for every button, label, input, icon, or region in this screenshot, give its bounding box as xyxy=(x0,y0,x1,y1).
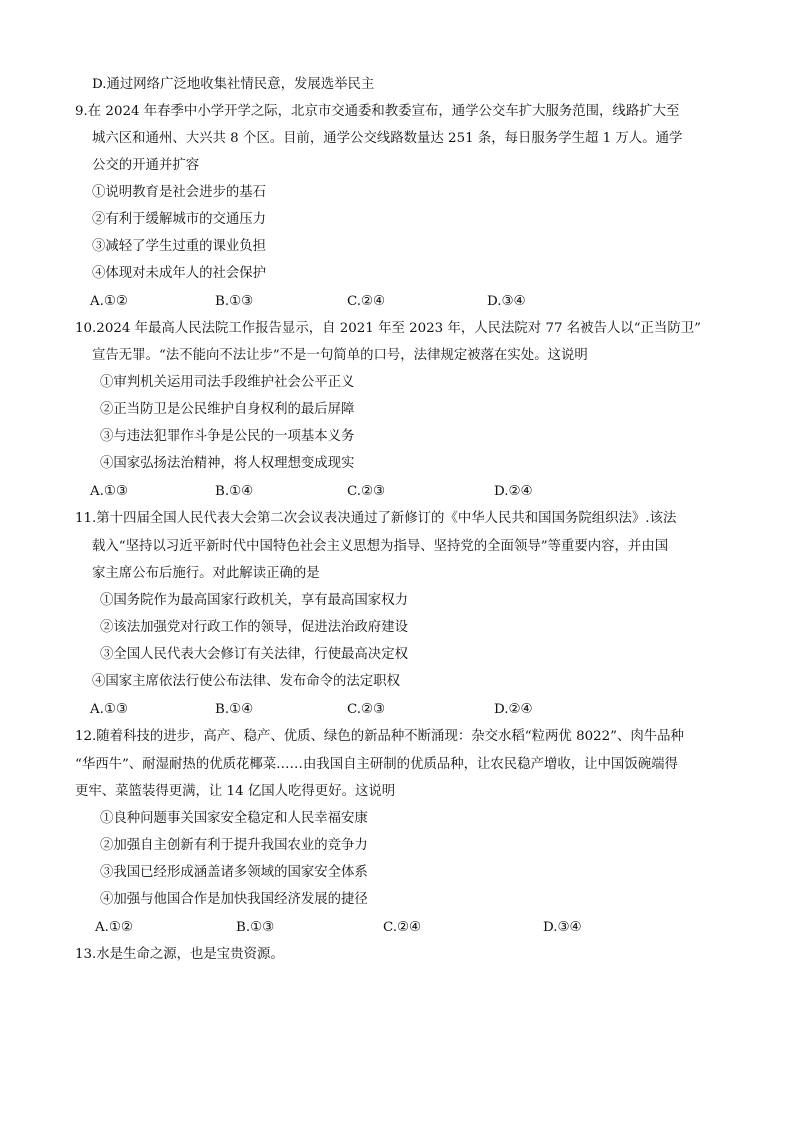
q10-statement-4: ④国家弘扬法治精神，将人权理想变成现实 xyxy=(100,456,355,471)
q11-statement-3: ③全国人民代表大会修订有关法律，行使最高决定权 xyxy=(100,647,408,662)
q11-stem-line-3: 家主席公布后施行。对此解读正确的是 xyxy=(92,566,320,581)
q11-statement-2: ②该法加强党对行政工作的领导，促进法治政府建设 xyxy=(100,620,408,635)
q12-choice-c: C.②④ xyxy=(383,920,422,935)
q12-stem-line-1: 12.随着科技的进步，高产、稳产、优质、绿色的新品种不断涌现：杂交水稻“粒两优 8022”、肉牛品种 xyxy=(75,729,684,744)
q9-statement-3: ③减轻了学生过重的课业负担 xyxy=(92,239,267,254)
q10-choice-b: B.①④ xyxy=(215,484,254,499)
q10-statement-3: ③与违法犯罪作斗争是公民的一项基本义务 xyxy=(100,429,355,444)
q11-choice-d: D.②④ xyxy=(494,702,533,717)
q12-stem-line-3: 更牢、菜篮装得更满，让 14 亿国人吃得更好。这说明 xyxy=(75,784,396,799)
q11-choice-c: C.②③ xyxy=(347,702,386,717)
q9-statement-2: ②有利于缓解城市的交通压力 xyxy=(92,212,267,227)
q9-stem-line-2: 城六区和通州、大兴共 8 个区。目前，通学公交线路数量达 251 条，每日服务学生超 1 万人。通学 xyxy=(92,131,683,146)
q12-choice-d: D.③④ xyxy=(543,920,582,935)
q11-statement-1: ①国务院作为最高国家行政机关，享有最高国家权力 xyxy=(100,593,408,608)
q10-stem-line-2: 宣告无罪。“法不能向不法让步”不是一句简单的口号，法律规定被落在实处。这说明 xyxy=(92,348,588,363)
q9-choices xyxy=(0,292,793,312)
q9-stem-line-1: 9.在 2024 年春季中小学开学之际，北京市交通委和教委宣布，通学公交车扩大服务范围，线路扩大至 xyxy=(75,104,680,119)
q9-choice-d: D.③④ xyxy=(487,294,526,309)
q12-choice-b: B.①③ xyxy=(236,920,275,935)
q10-stem-line-1: 10.2024 年最高人民法院工作报告显示，自 2021 年至 2023 年，人民法院对 77 名被告人以“正当防卫” xyxy=(75,321,701,336)
q11-stem-line-2: 载入“坚持以习近平新时代中国特色社会主义思想为指导、坚持党的全面领导”等重要内容，并由国 xyxy=(92,539,669,554)
q10-choices xyxy=(0,482,793,502)
q10-statement-2: ②正当防卫是公民维护自身权利的最后屏障 xyxy=(100,402,355,417)
q12-choices xyxy=(0,918,793,938)
q11-choices xyxy=(0,700,793,720)
q12-statement-4: ④加强与他国合作是加快我国经济发展的捷径 xyxy=(100,892,368,907)
q9-statement-1: ①说明教育是社会进步的基石 xyxy=(92,185,267,200)
q12-statement-2: ②加强自主创新有利于提升我国农业的竞争力 xyxy=(100,838,368,853)
q13-stem: 13.水是生命之源，也是宝贵资源。 xyxy=(75,947,284,962)
q10-choice-c: C.②③ xyxy=(347,484,386,499)
q9-choice-a: A.①② xyxy=(90,294,128,309)
q12-statement-1: ①良种问题事关国家安全稳定和人民幸福安康 xyxy=(100,811,368,826)
q11-choice-a: A.①③ xyxy=(90,702,128,717)
q9-choice-c: C.②④ xyxy=(347,294,386,309)
q12-choice-a: A.①② xyxy=(95,920,133,935)
q10-choice-a: A.①③ xyxy=(90,484,128,499)
q8-option-d: D.通过网络广泛地收集社情民意，发展选举民主 xyxy=(92,77,375,92)
q12-stem-line-2: “华西牛”、耐湿耐热的优质花椰菜……由我国自主研制的优质品种，让农民稳产增收，让中国饭碗端得 xyxy=(75,757,678,772)
q9-stem-line-3: 公交的开通并扩容 xyxy=(92,158,200,173)
q9-statement-4: ④体现对未成年人的社会保护 xyxy=(92,266,267,281)
q11-choice-b: B.①④ xyxy=(215,702,254,717)
q12-statement-3: ③我国已经形成涵盖诸多领域的国家安全体系 xyxy=(100,865,368,880)
q10-choice-d: D.②④ xyxy=(494,484,533,499)
q11-stem-line-1: 11.第十四届全国人民代表大会第二次会议表决通过了新修订的《中华人民共和国国务院组织法》.该法 xyxy=(75,511,677,526)
q11-statement-4: ④国家主席依法行使公布法律、发布命令的法定职权 xyxy=(92,674,400,689)
q10-statement-1: ①审判机关运用司法手段维护社会公平正义 xyxy=(100,375,355,390)
q9-choice-b: B.①③ xyxy=(215,294,254,309)
